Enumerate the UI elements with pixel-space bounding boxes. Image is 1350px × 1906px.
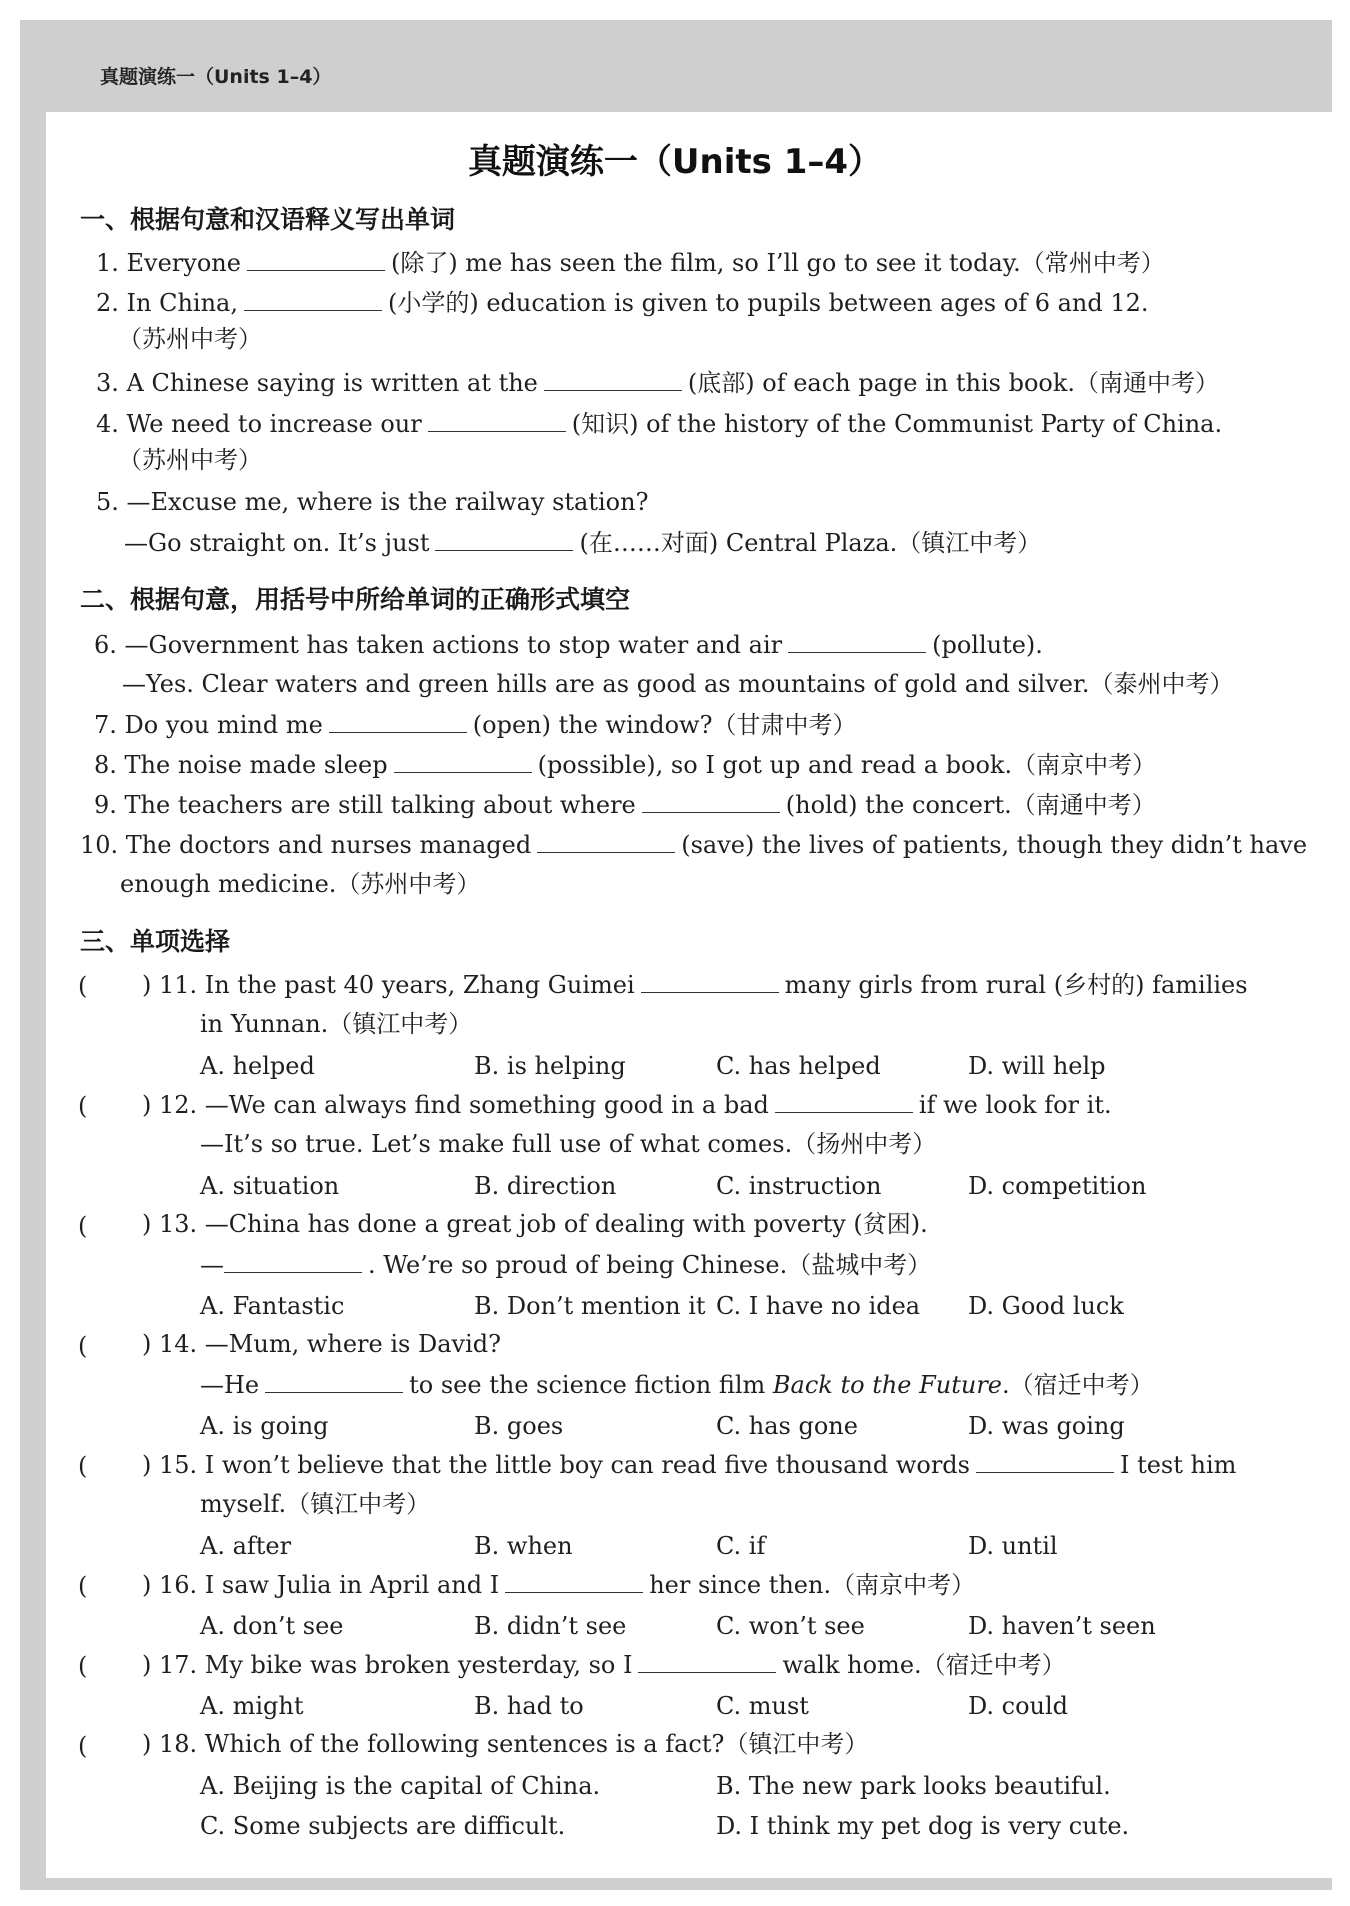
option-a[interactable]: A. Fantastic bbox=[200, 1292, 345, 1320]
q12-stem: ) 12. —We can always find something good in a bad bbox=[142, 1091, 769, 1119]
q15-stem: ) 15. I won’t believe that the little boy can read five thousand words bbox=[142, 1451, 970, 1479]
answer-blank[interactable] bbox=[394, 752, 532, 773]
option-c[interactable]: C. has helped bbox=[716, 1052, 881, 1080]
q17-stem: ) 17. My bike was broken yesterday, so I bbox=[142, 1651, 633, 1679]
question-7 bbox=[94, 712, 856, 737]
option-d[interactable]: D. haven’t seen bbox=[968, 1612, 1156, 1640]
question-13-reply bbox=[200, 1252, 931, 1277]
answer-paren[interactable]: ( bbox=[78, 1452, 88, 1480]
question-5-reply bbox=[124, 530, 1041, 555]
option-b[interactable]: B. direction bbox=[474, 1172, 617, 1200]
answer-blank[interactable] bbox=[435, 530, 573, 551]
answer-blank[interactable] bbox=[247, 250, 385, 271]
option-c[interactable]: C. instruction bbox=[716, 1172, 882, 1200]
q4-text-a: 4. We need to increase our bbox=[96, 410, 422, 438]
question-6 bbox=[94, 632, 1043, 657]
q3-text-b: (底部) of each page in this book.（南通中考） bbox=[687, 369, 1220, 397]
q11-stem: ) 11. In the past 40 years, Zhang Guimei bbox=[142, 971, 635, 999]
option-b[interactable]: B. Don’t mention it bbox=[474, 1292, 706, 1320]
q4-text-b: (知识) of the history of the Communist Party of China. bbox=[571, 410, 1223, 438]
film-title: Back to the Future bbox=[772, 1371, 1003, 1399]
question-8 bbox=[94, 752, 1156, 777]
question-14-reply bbox=[200, 1372, 1154, 1397]
question-2 bbox=[96, 290, 1149, 315]
answer-blank[interactable] bbox=[329, 712, 467, 733]
question-4 bbox=[96, 411, 1222, 436]
option-b[interactable]: B. when bbox=[474, 1532, 573, 1560]
question-18: ) 18. Which of the following sentences is a fact?（镇江中考） bbox=[142, 1730, 869, 1758]
question-10 bbox=[80, 832, 1307, 857]
option-c[interactable]: C. I have no idea bbox=[716, 1292, 921, 1320]
q11-stem2: many girls from rural (乡村的) families bbox=[784, 971, 1248, 999]
q10-text-b: (save) the lives of patients, though they didn’t have bbox=[681, 831, 1308, 859]
q2-source: （苏州中考） bbox=[118, 325, 262, 353]
answer-blank[interactable] bbox=[537, 832, 675, 853]
question-11 bbox=[142, 972, 1248, 997]
q7-text-a: 7. Do you mind me bbox=[94, 711, 323, 739]
question-14: ) 14. —Mum, where is David? bbox=[142, 1330, 501, 1358]
answer-blank[interactable] bbox=[638, 1652, 776, 1673]
question-3 bbox=[96, 370, 1219, 395]
option-d[interactable]: D. Good luck bbox=[968, 1292, 1124, 1320]
q17-stem2: walk home.（宿迁中考） bbox=[782, 1651, 1066, 1679]
section-heading-1: 一、根据句意和汉语释义写出单词 bbox=[80, 205, 456, 234]
option-d[interactable]: D. I think my pet dog is very cute. bbox=[716, 1812, 1130, 1840]
option-c[interactable]: C. Some subjects are difficult. bbox=[200, 1812, 566, 1840]
q8-text-a: 8. The noise made sleep bbox=[94, 751, 388, 779]
q16-stem: ) 16. I saw Julia in April and I bbox=[142, 1571, 500, 1599]
answer-paren[interactable]: ( bbox=[78, 1092, 88, 1120]
q14-stem2c: .（宿迁中考） bbox=[1002, 1371, 1154, 1399]
question-10-cont: enough medicine.（苏州中考） bbox=[120, 870, 481, 898]
option-c[interactable]: C. won’t see bbox=[716, 1612, 865, 1640]
answer-blank[interactable] bbox=[642, 792, 780, 813]
section-heading-3: 三、单项选择 bbox=[80, 927, 231, 956]
option-b[interactable]: B. The new park looks beautiful. bbox=[716, 1772, 1111, 1800]
answer-paren[interactable]: ( bbox=[78, 1732, 88, 1760]
q2-text-b: (小学的) education is given to pupils between ages of 6 and 12. bbox=[387, 289, 1149, 317]
q12-stem3: —It’s so true. Let’s make full use of what comes.（扬州中考） bbox=[200, 1130, 937, 1158]
option-b[interactable]: B. had to bbox=[474, 1692, 584, 1720]
option-c[interactable]: C. must bbox=[716, 1692, 809, 1720]
option-d[interactable]: D. competition bbox=[968, 1172, 1147, 1200]
answer-blank[interactable] bbox=[265, 1372, 403, 1393]
question-15 bbox=[142, 1452, 1236, 1477]
q5-text-c: (在……对面) Central Plaza.（镇江中考） bbox=[579, 529, 1042, 557]
q9-text-b: (hold) the concert.（南通中考） bbox=[785, 791, 1156, 819]
q7-text-b: (open) the window?（甘肃中考） bbox=[472, 711, 857, 739]
question-13: ) 13. —China has done a great job of dealing with poverty (贫困). bbox=[142, 1210, 928, 1238]
option-a[interactable]: A. after bbox=[200, 1532, 292, 1560]
q3-text-a: 3. A Chinese saying is written at the bbox=[96, 369, 538, 397]
answer-blank[interactable] bbox=[641, 972, 779, 993]
question-1 bbox=[96, 250, 1165, 275]
option-c[interactable]: C. if bbox=[716, 1532, 766, 1560]
question-9 bbox=[94, 792, 1156, 817]
option-a[interactable]: A. don’t see bbox=[200, 1612, 344, 1640]
q1-text-b: (除了) me has seen the film, so I’ll go to see it today.（常州中考） bbox=[390, 249, 1165, 277]
q6-text-a: 6. —Government has taken actions to stop water and air bbox=[94, 631, 783, 659]
page-title: 真题演练一（Units 1–4） bbox=[467, 142, 883, 182]
option-d[interactable]: D. will help bbox=[968, 1052, 1106, 1080]
option-a[interactable]: A. Beijing is the capital of China. bbox=[200, 1772, 601, 1800]
option-b[interactable]: B. is helping bbox=[474, 1052, 626, 1080]
question-16 bbox=[142, 1572, 975, 1597]
option-b[interactable]: B. didn’t see bbox=[474, 1612, 627, 1640]
answer-blank[interactable] bbox=[788, 632, 926, 653]
q12-stem2: if we look for it. bbox=[918, 1091, 1112, 1119]
q15-stem2: I test him bbox=[1119, 1451, 1237, 1479]
q5-text-b: —Go straight on. It’s just bbox=[124, 529, 430, 557]
q10-text-a: 10. The doctors and nurses managed bbox=[80, 831, 532, 859]
q8-text-b: (possible), so I got up and read a book.（南京中考） bbox=[537, 751, 1157, 779]
option-d[interactable]: D. was going bbox=[968, 1412, 1125, 1440]
q1-text-a: 1. Everyone bbox=[96, 249, 241, 277]
answer-paren[interactable]: ( bbox=[78, 1332, 88, 1360]
question-12 bbox=[142, 1092, 1112, 1117]
option-a[interactable]: A. is going bbox=[200, 1412, 329, 1440]
q9-text-a: 9. The teachers are still talking about where bbox=[94, 791, 636, 819]
q13-dash: — bbox=[200, 1251, 224, 1279]
q14-stem2b: to see the science fiction film bbox=[409, 1371, 766, 1399]
q16-stem2: her since then.（南京中考） bbox=[649, 1571, 976, 1599]
answer-paren[interactable]: ( bbox=[78, 1212, 88, 1240]
running-head: 真题演练一（Units 1–4） bbox=[100, 66, 332, 88]
answer-blank[interactable] bbox=[775, 1092, 913, 1113]
answer-paren[interactable]: ( bbox=[78, 1652, 88, 1680]
question-6-reply: —Yes. Clear waters and green hills are as good as mountains of gold and silver.（泰州中考） bbox=[122, 670, 1234, 698]
q15-stem3: myself.（镇江中考） bbox=[200, 1490, 431, 1518]
option-c[interactable]: C. has gone bbox=[716, 1412, 858, 1440]
answer-blank[interactable] bbox=[224, 1252, 362, 1273]
q6-text-b: (pollute). bbox=[932, 631, 1043, 659]
question-5: 5. —Excuse me, where is the railway station? bbox=[96, 488, 649, 516]
answer-blank[interactable] bbox=[505, 1572, 643, 1593]
answer-paren[interactable]: ( bbox=[78, 972, 88, 1000]
q2-text-a: 2. In China, bbox=[96, 289, 238, 317]
option-d[interactable]: D. could bbox=[968, 1692, 1069, 1720]
q4-source: （苏州中考） bbox=[118, 446, 262, 474]
answer-blank[interactable] bbox=[244, 290, 382, 311]
section-heading-2: 二、根据句意，用括号中所给单词的正确形式填空 bbox=[80, 585, 631, 614]
question-17 bbox=[142, 1652, 1066, 1677]
q11-stem3: in Yunnan.（镇江中考） bbox=[200, 1010, 473, 1038]
answer-blank[interactable] bbox=[544, 370, 682, 391]
answer-paren[interactable]: ( bbox=[78, 1572, 88, 1600]
answer-blank[interactable] bbox=[428, 411, 566, 432]
option-d[interactable]: D. until bbox=[968, 1532, 1058, 1560]
option-b[interactable]: B. goes bbox=[474, 1412, 564, 1440]
answer-blank[interactable] bbox=[976, 1452, 1114, 1473]
q14-stem2a: —He bbox=[200, 1371, 260, 1399]
q13-stem2b: . We’re so proud of being Chinese.（盐城中考） bbox=[368, 1251, 932, 1279]
option-a[interactable]: A. helped bbox=[200, 1052, 315, 1080]
option-a[interactable]: A. might bbox=[200, 1692, 304, 1720]
option-a[interactable]: A. situation bbox=[200, 1172, 340, 1200]
